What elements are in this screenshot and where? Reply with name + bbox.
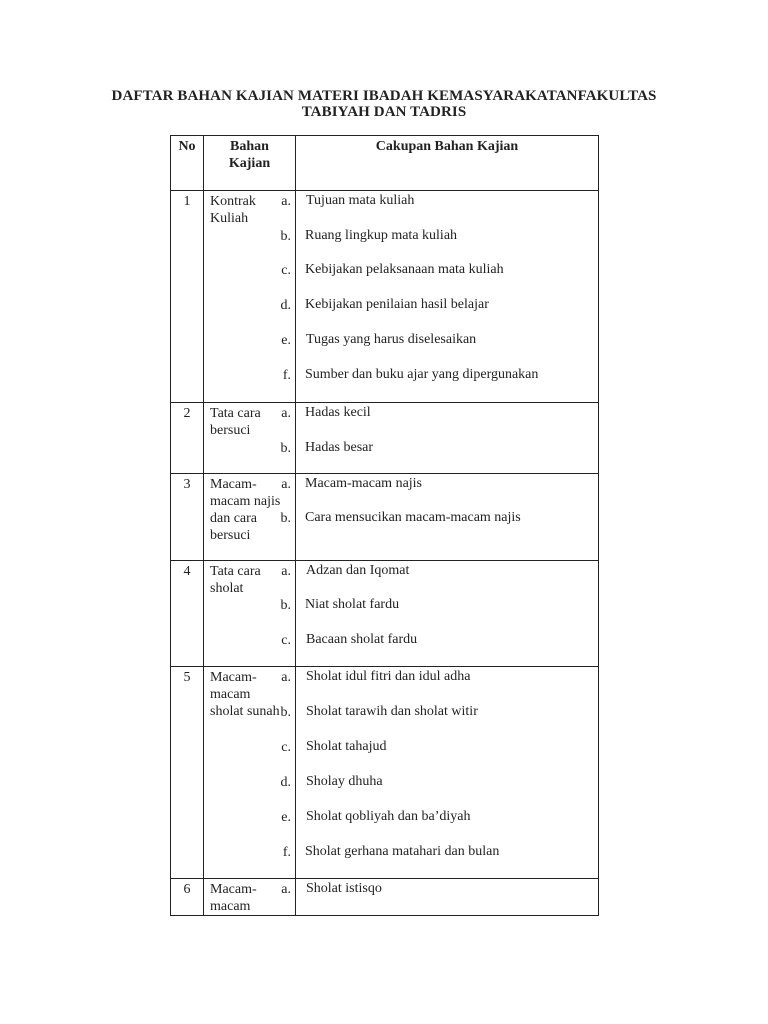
list-marker: e. [281, 333, 291, 348]
cakupan-cell [296, 667, 599, 879]
list-item: Cara mensucikan macam-macam najis [305, 510, 521, 525]
list-item: Adzan dan Iqomat [306, 563, 410, 578]
bahan-cell [204, 403, 296, 474]
row-number: 4 [171, 561, 204, 667]
list-marker: a. [281, 194, 291, 209]
cakupan-cell [296, 403, 599, 474]
list-marker: a. [281, 670, 291, 685]
document-title [0, 88, 768, 120]
bahan-line: Tata cara [210, 564, 261, 579]
list-marker: b. [280, 705, 291, 720]
list-item: Kebijakan pelaksanaan mata kuliah [305, 262, 504, 277]
row-number: 6 [171, 879, 204, 916]
list-marker: b. [280, 598, 291, 613]
list-marker: d. [280, 775, 291, 790]
bahan-cell [204, 561, 296, 667]
list-item: Sholat qobliyah dan ba’diyah [306, 809, 471, 824]
header-bahan-line-2: Kajian [228, 156, 271, 171]
cakupan-cell [296, 191, 599, 403]
list-item: Sholat tarawih dan sholat witir [306, 704, 478, 719]
list-marker: a. [281, 564, 291, 579]
title-line-2: TABIYAH DAN TADRIS [301, 104, 467, 120]
cakupan-cell [296, 561, 599, 667]
header-cakupan: Cakupan Bahan Kajian [296, 136, 599, 191]
list-item: Sholat istisqo [306, 881, 382, 896]
cakupan-cell [296, 474, 599, 561]
bahan-line: Macam- [210, 882, 257, 897]
list-item: Sumber dan buku ajar yang dipergunakan [305, 367, 539, 382]
table-row [171, 879, 599, 916]
list-marker: b. [280, 441, 291, 456]
bahan-line: macam [210, 687, 251, 702]
list-marker: d. [280, 298, 291, 313]
bahan-line: Kuliah [210, 211, 249, 226]
header-bahan-kajian [204, 136, 296, 191]
list-item: Tujuan mata kuliah [306, 193, 415, 208]
header-no: No [171, 136, 204, 191]
title-line-1: DAFTAR BAHAN KAJIAN MATERI IBADAH KEMASYARAKATANFAKULTAS [111, 88, 657, 104]
list-item: Niat sholat fardu [305, 597, 400, 612]
list-item: Kebijakan penilaian hasil belajar [305, 297, 489, 312]
list-marker: c. [281, 263, 291, 278]
list-item: Bacaan sholat fardu [306, 632, 418, 647]
bahan-cell [204, 879, 296, 916]
list-marker: c. [281, 633, 291, 648]
row-number: 3 [171, 474, 204, 561]
bahan-kajian-table [170, 135, 599, 916]
bahan-line: sholat sunah [210, 704, 280, 719]
table-row [171, 561, 599, 667]
list-item: Hadas besar [305, 440, 374, 455]
table-row [171, 403, 599, 474]
table-row [171, 191, 599, 403]
list-item: Sholat idul fitri dan idul adha [306, 669, 471, 684]
cakupan-cell [296, 879, 599, 916]
list-marker: f. [282, 368, 291, 383]
header-bahan-line-1: Bahan [230, 139, 269, 154]
bahan-cell [204, 667, 296, 879]
list-item: Sholat tahajud [306, 739, 387, 754]
list-marker: a. [281, 477, 291, 492]
list-item: Sholay dhuha [306, 774, 383, 789]
bahan-cell [204, 474, 296, 561]
list-marker: b. [280, 511, 291, 526]
bahan-line: macam [210, 899, 251, 914]
row-number: 1 [171, 191, 204, 403]
bahan-line: Macam- [210, 477, 257, 492]
bahan-line: Kontrak [210, 194, 256, 209]
bahan-line: bersuci [210, 528, 251, 543]
list-marker: c. [281, 740, 291, 755]
list-item: Macam-macam najis [305, 476, 423, 491]
row-number: 2 [171, 403, 204, 474]
list-marker: b. [280, 229, 291, 244]
bahan-line: dan cara [210, 511, 258, 526]
list-marker: a. [281, 406, 291, 421]
list-marker: e. [281, 810, 291, 825]
list-item: Tugas yang harus diselesaikan [306, 332, 477, 347]
bahan-cell [204, 191, 296, 403]
list-item: Ruang lingkup mata kuliah [305, 228, 458, 243]
list-item: Hadas kecil [305, 405, 371, 420]
list-marker: a. [281, 882, 291, 897]
table-row [171, 667, 599, 879]
bahan-line: Tata cara [210, 406, 261, 421]
table-row [171, 474, 599, 561]
row-number: 5 [171, 667, 204, 879]
bahan-line: macam najis [210, 494, 281, 509]
bahan-line: Macam- [210, 670, 257, 685]
list-item: Sholat gerhana matahari dan bulan [305, 844, 500, 859]
bahan-line: bersuci [210, 423, 251, 438]
bahan-line: sholat [210, 581, 244, 596]
list-marker: f. [282, 845, 291, 860]
table-header-row [171, 136, 599, 191]
